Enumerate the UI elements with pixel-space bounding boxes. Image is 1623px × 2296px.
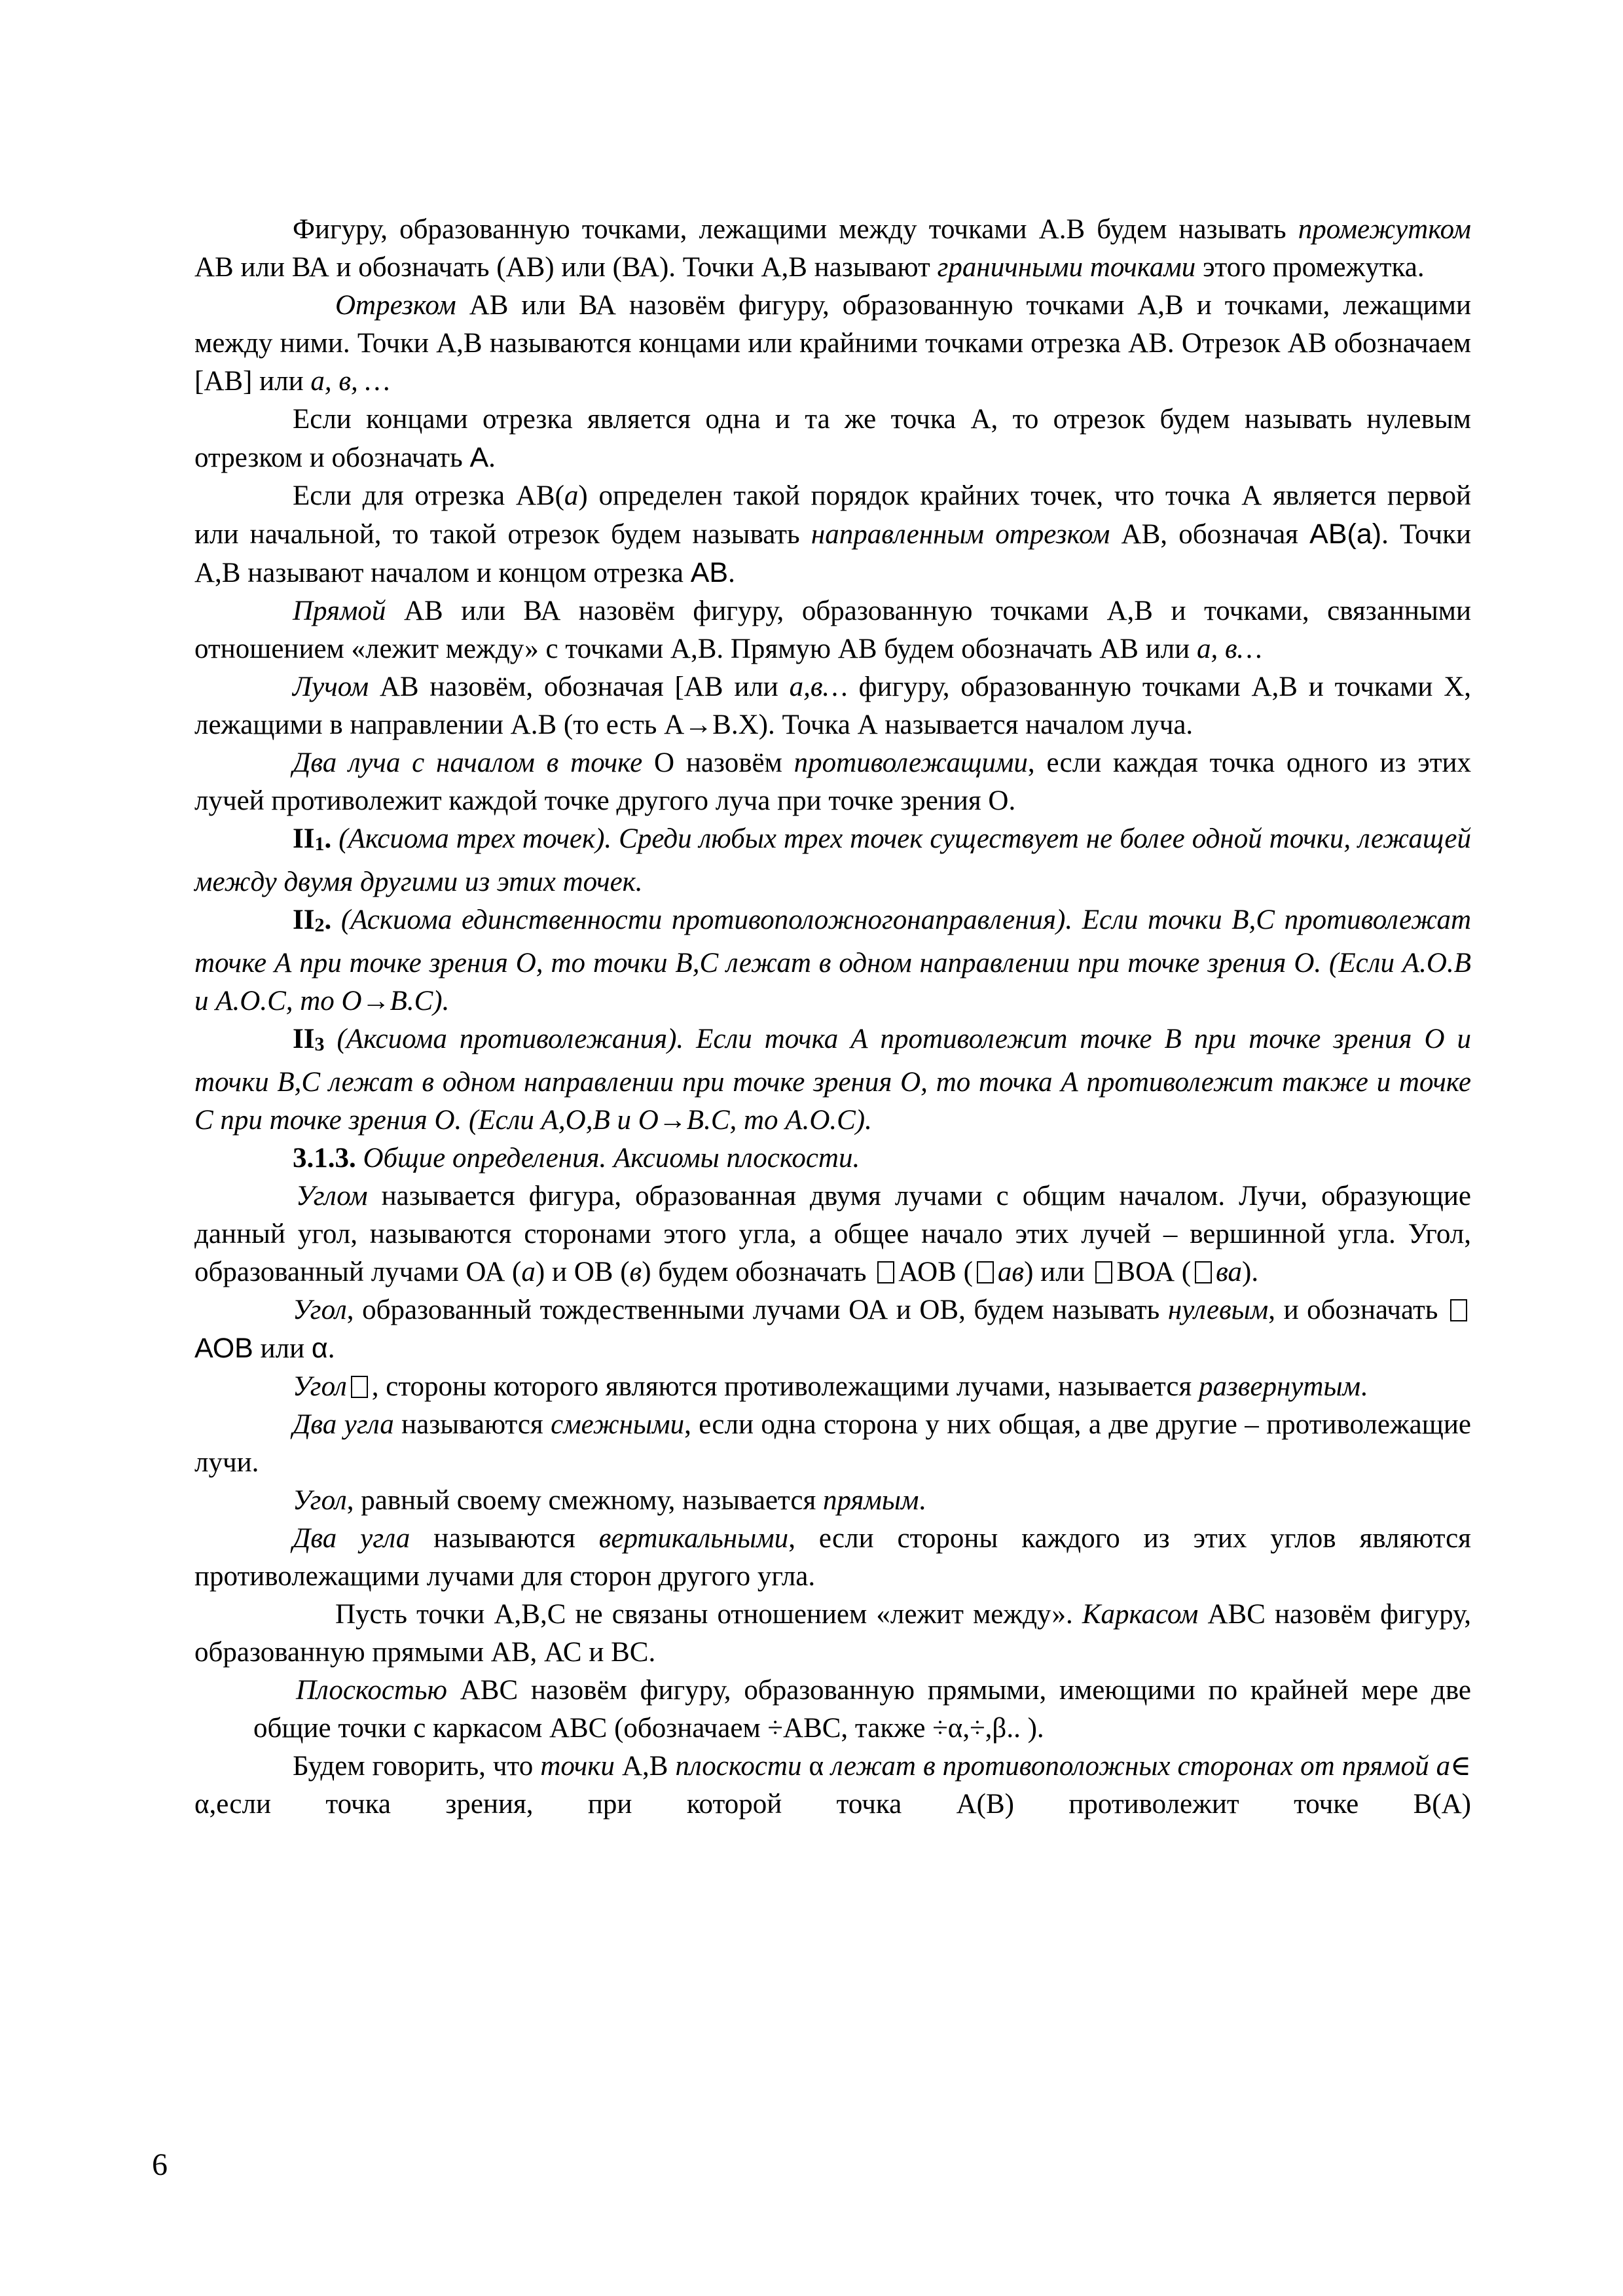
paragraph-opposite-sides: Будем говорить, что точки А,В плоскости α лежат в противоположных сторонах от прямой а∈ α,если точка зрения, при которой точка А(В) противолежит точке В(А) (194, 1751, 1471, 1820)
paragraph-right-angle: Угол, равный своему смежному, называется прямым. (293, 1485, 926, 1516)
paragraph-plane-definition: Плоскостью АВС назовём фигуру, образованную прямыми, имеющими по крайней мере две общие точки с каркасом АВС (обозначаем ÷АВС, также ÷α,÷,β.. ). (253, 1675, 1471, 1744)
paragraph-interval-definition: Фигуру, образованную точками, лежащими между точками А.В будем называть промежутком АВ или ВА и обозначать (АВ) или (ВА). Точки А,В называют граничными точками этого промежутка. (194, 214, 1471, 283)
text-body (194, 211, 1471, 1823)
paragraph-vertical-angles: Два угла называются вертикальными, если стороны каждого из этих углов являются противолежащими лучами для сторон другого угла. (194, 1523, 1471, 1592)
axiom-II3: II3 (Аксиома противолежания). Если точка А противолежит точке В при точке зрения О и точки В,С лежат в одном направлении при точке зрения О, то точка А противолежит также и точке С при точке зрения О. (Если А,О,В и О→В.С, то А.О.С). (194, 1024, 1472, 1136)
paragraph-adjacent-angles: Два угла называются смежными, если одна сторона у них общая, а две другие – противолежащие лучи. (194, 1409, 1471, 1478)
angle-symbol-icon (351, 1376, 368, 1398)
paragraph-line-definition: Прямой АВ или ВА назовём фигуру, образованную точками А,В и точками, связанными отношением «лежит между» с точками А,В. Прямую АВ будем обозначать АВ или а, в… (194, 596, 1471, 664)
section-heading-3-1-3: 3.1.3. Общие определения. Аксиомы плоскости. (293, 1143, 860, 1174)
paragraph-null-segment: Если концами отрезка является одна и та же точка А, то отрезок будем называть нулевым отрезком и обозначать А. (194, 404, 1471, 473)
angle-symbol-icon (877, 1261, 894, 1283)
paragraph-ray-definition: Лучом АВ назовём, обозначая [АВ или а,в… фигуру, образованную точками А,В и точками Х, лежащими в направлении А.В (то есть А→В.Х). Точка А называется началом луча. (194, 672, 1471, 740)
axiom-II2: II2. (Аскиома единственности противоположногонаправления). Если точки В,С противолежат точке А при точке зрения О, то точки В,С лежат в одном направлении при точке зрения О. (Если А.О.В и А.О.С, то О→В.С). (194, 905, 1471, 1016)
paragraph-straight-angle: Угол , стороны которого являются противолежащими лучами, называется развернутым. (293, 1371, 1368, 1402)
angle-symbol-icon (1095, 1261, 1112, 1283)
paragraph-null-angle: Угол, образованный тождественными лучами ОА и ОВ, будем называть нулевым, и обозначать АОВ или α. (194, 1291, 1471, 1368)
paragraph-opposite-rays: Два луча с началом в точке О назовём противолежащими, если каждая точка одного из этих лучей противолежит каждой точке другого луча при точке зрения О. (194, 747, 1472, 816)
paragraph-frame-definition: Пусть точки А,В,С не связаны отношением «лежит между». Каркасом АВС назовём фигуру, образованную прямыми АВ, АС и ВС. (194, 1599, 1472, 1668)
paragraph-angle-definition: Углом называется фигура, образованная двумя лучами с общим началом. Лучи, образующие данный угол, называются сторонами этого угла, а общее начало этих лучей – вершинной угла. Угол, образованный лучами ОА (а) и ОВ (в) будем обозначать АОВ ( ав) или ВОА ( ва). (194, 1181, 1471, 1287)
axiom-II1: II1. (Аксиома трех точек). Среди любых трех точек существует не более одной точки, лежащей между двумя другими из этих точек. (194, 823, 1471, 897)
angle-symbol-icon (1195, 1261, 1212, 1283)
angle-symbol-icon (977, 1261, 994, 1283)
paragraph-segment-definition: Отрезком АВ или ВА назовём фигуру, образованную точками А,В и точками, лежащими между ними. Точки А,В называются концами или крайними точками отрезка АВ. Отрезок АВ обозначаем [АВ] или а, в, … (194, 290, 1471, 397)
page-number: 6 (152, 2147, 168, 2182)
paragraph-directed-segment: Если для отрезка АВ(а) определен такой порядок крайних точек, что точка А является первой или начальной, то такой отрезок будем называть направленным отрезком АВ, обозначая АВ(а). Точки А,В называют началом и концом отрезка АВ. (194, 480, 1471, 588)
angle-symbol-icon (1450, 1299, 1467, 1321)
